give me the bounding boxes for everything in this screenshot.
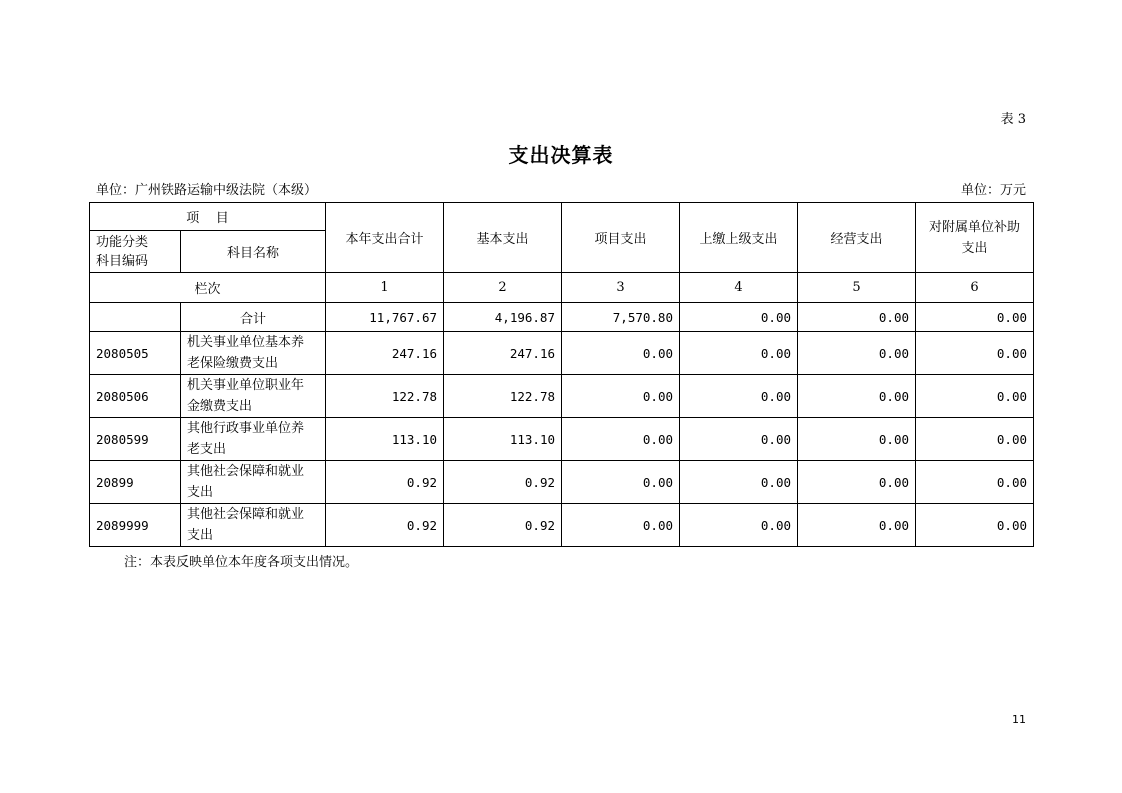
table-number: 表 3: [1000, 112, 1026, 127]
value-cell: 113.10: [326, 418, 444, 461]
value-cell: 0.00: [680, 375, 798, 418]
total-value: 0.00: [916, 303, 1034, 332]
total-code-empty: [90, 303, 181, 332]
value-cell: 0.00: [562, 461, 680, 504]
value-cell: 0.00: [916, 418, 1034, 461]
value-cell: 122.78: [444, 375, 562, 418]
table-row: [90, 504, 1034, 547]
total-value: 0.00: [798, 303, 916, 332]
value-cell: 0.92: [326, 461, 444, 504]
row-index: [90, 273, 1034, 303]
value-cell: 0.00: [916, 332, 1034, 375]
subject-name: 机关事业单位基本养 老保险缴费支出: [181, 332, 326, 375]
table-row: [90, 332, 1034, 375]
currency-unit: 单位：万元: [960, 183, 1026, 198]
value-cell: 0.00: [798, 418, 916, 461]
value-cell: 0.00: [562, 418, 680, 461]
header-func-code: 功能分类 科目编码: [90, 231, 181, 273]
subject-code: 2080505: [90, 332, 181, 375]
value-cell: 247.16: [326, 332, 444, 375]
header-row-1: [90, 203, 1034, 231]
total-label: 合计: [181, 303, 326, 332]
subject-code: 2089999: [90, 504, 181, 547]
value-cell: 0.00: [562, 332, 680, 375]
value-cell: 0.00: [916, 504, 1034, 547]
value-cell: 0.92: [326, 504, 444, 547]
header-col-6: 对附属单位补助 支出: [916, 203, 1034, 273]
value-cell: 0.00: [562, 375, 680, 418]
header-col-3: 项目支出: [562, 203, 680, 273]
value-cell: 0.92: [444, 461, 562, 504]
subject-name: 机关事业单位职业年 金缴费支出: [181, 375, 326, 418]
total-value: 7,570.80: [562, 303, 680, 332]
value-cell: 0.00: [916, 461, 1034, 504]
value-cell: 0.00: [916, 375, 1034, 418]
subject-code: 2080599: [90, 418, 181, 461]
total-value: 0.00: [680, 303, 798, 332]
value-cell: 0.00: [798, 461, 916, 504]
row-index-cell: 1: [326, 273, 444, 303]
value-cell: 0.00: [562, 504, 680, 547]
header-col-1: 本年支出合计: [326, 203, 444, 273]
value-cell: 0.00: [680, 418, 798, 461]
subject-name: 其他社会保障和就业 支出: [181, 461, 326, 504]
row-index-label: 栏次: [90, 273, 326, 303]
value-cell: 247.16: [444, 332, 562, 375]
subject-name: 其他社会保障和就业 支出: [181, 504, 326, 547]
header-col-4: 上缴上级支出: [680, 203, 798, 273]
row-index-cell: 4: [680, 273, 798, 303]
reporting-unit: 单位：广州铁路运输中级法院（本级）: [96, 183, 318, 198]
table-row: [90, 461, 1034, 504]
value-cell: 0.92: [444, 504, 562, 547]
value-cell: 0.00: [798, 332, 916, 375]
value-cell: 0.00: [798, 375, 916, 418]
table-row: [90, 418, 1034, 461]
total-value: 11,767.67: [326, 303, 444, 332]
document-title: 支出决算表: [508, 143, 614, 167]
header-item: 项 目: [90, 203, 326, 231]
value-cell: 0.00: [680, 504, 798, 547]
table-note: 注：本表反映单位本年度各项支出情况。: [124, 555, 359, 570]
row-index-cell: 5: [798, 273, 916, 303]
header-col-2: 基本支出: [444, 203, 562, 273]
total-value: 4,196.87: [444, 303, 562, 332]
value-cell: 0.00: [798, 504, 916, 547]
value-cell: 0.00: [680, 332, 798, 375]
row-index-cell: 3: [562, 273, 680, 303]
value-cell: 113.10: [444, 418, 562, 461]
expenditure-table: [89, 202, 1034, 547]
value-cell: 122.78: [326, 375, 444, 418]
subject-code: 20899: [90, 461, 181, 504]
row-index-cell: 2: [444, 273, 562, 303]
subject-code: 2080506: [90, 375, 181, 418]
table-row: [90, 375, 1034, 418]
page-number: 11: [1012, 713, 1026, 726]
subject-name: 其他行政事业单位养 老支出: [181, 418, 326, 461]
header-col-5: 经营支出: [798, 203, 916, 273]
value-cell: 0.00: [680, 461, 798, 504]
row-index-cell: 6: [916, 273, 1034, 303]
total-row: [90, 303, 1034, 332]
header-subject-name: 科目名称: [181, 231, 326, 273]
